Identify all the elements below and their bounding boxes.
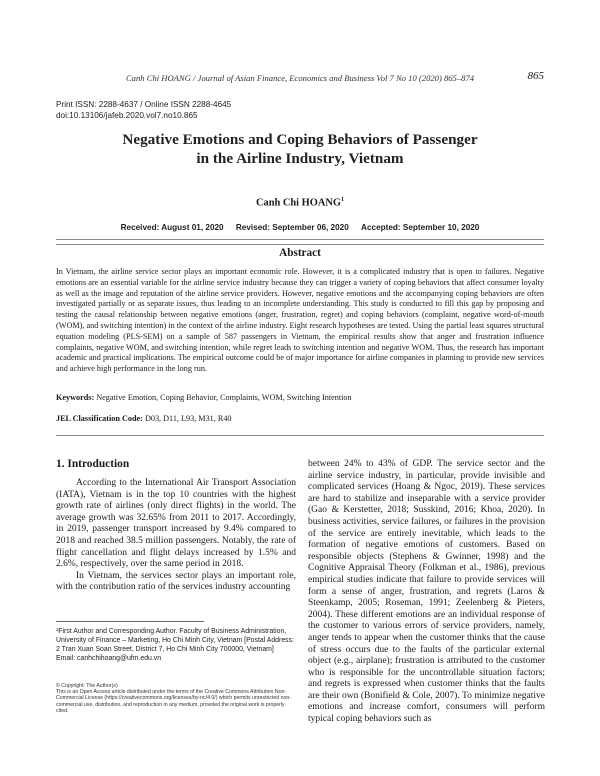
author-text: Canh Chi HOANG bbox=[256, 197, 341, 209]
issn-block bbox=[56, 99, 231, 121]
issn-line: Print ISSN: 2288-4637 / Online ISSN 2288-4645 bbox=[56, 100, 232, 109]
copyright-notice bbox=[56, 683, 296, 714]
footnote-email: Email: canhchihoang@ufm.edu.vn bbox=[56, 654, 162, 662]
article-dates bbox=[0, 223, 600, 232]
footnote-rule bbox=[56, 621, 204, 622]
divider bbox=[56, 244, 544, 245]
page-number: 865 bbox=[527, 70, 544, 82]
accepted-date: Accepted: September 10, 2020 bbox=[361, 223, 480, 232]
divider bbox=[56, 239, 544, 240]
jel-label: JEL Classification Code: bbox=[56, 414, 143, 423]
keywords-value: Negative Emotion, Coping Behavior, Complaints, WOM, Switching Intention bbox=[96, 393, 352, 402]
author-footnote-mark: 1 bbox=[340, 197, 344, 203]
section-heading: 1. Introduction bbox=[56, 458, 130, 470]
copyright-line: © Copyright: The Author(s) bbox=[56, 683, 118, 689]
abstract-heading: Abstract bbox=[279, 247, 321, 259]
left-column bbox=[56, 478, 296, 594]
title-line-2: in the Airline Industry, Vietnam bbox=[196, 150, 404, 167]
license-text: This is an Open Access article distributed under the terms of the Creative Commons Attribution Non-Commercial License (https://creativecommons.org/licenses/by-nc/4.0/) which permits unrestricted non-commercial use, distribution, and reproduction in any medium, provided the original work is properly cited. bbox=[56, 689, 291, 714]
keywords-line bbox=[56, 393, 352, 402]
body-paragraph: between 24% to 43% of GDP. The service sector and the airline service industry, in particular, provide invisible and complicated services (Hoang & Ngoc, 2019). These services are hard to stabilize and inseparable with a service provider (Gao & Kerstetter, 2018; Susskind, 2016; Khoa, 2020). In business activities, service failures, or failures in the provision of the service are entirely inevitable, which leads to the formation of negative emotions of customers. Based on responsible objects (Stephens & Gwinner, 1998) and the Cognitive Appraisal Theory (Folkman et al., 1986), previous empirical studies indicate that failure to provide services will form a sense of anger, frustration, and regrets (Laros & Steenkamp, 2005; Roseman, 1991; Zeelenberg & Pieters, 2004). These different emotions are an individual response of the customer to various errors of service providers, namely, anger tends to appear when the customer thinks that the cause of stress occurs due to the faults of the particular external object (e.g., airplane); frustration is attributed to the customer who is responsible for the uncontrollable situation factors; and regrets is expressed when customer thinks that the faults are their own (Bonifield & Cole, 2007). To minimize negative emotions and increase comfort, consumers will perform typical coping behaviors such as bbox=[308, 459, 545, 725]
title-line-1: Negative Emotions and Coping Behaviors of Passenger bbox=[122, 131, 478, 148]
right-column bbox=[308, 459, 545, 726]
jel-value: D03, D11, L93, M31, R40 bbox=[144, 414, 232, 423]
footnote-text: ¹First Author and Corresponding Author. Faculty of Business Administration, University of Finance – Marketing, Ho Chi Minh City, Vietnam [Postal Address: 2 Tran Xuan Soan Street, District 7, Ho Chi Minh City 700000, Vietnam] bbox=[56, 628, 294, 653]
divider bbox=[56, 435, 544, 436]
abstract-text: In Vietnam, the airline service sector plays an important economic role. However, it is a complicated industry that is open to failures. Negative emotions are an essential variable for the airline service industry because they can trigger a variety of coping behaviors that affect consumer loyalty as well as the image and reputation of the airline service providers. However, negative emotions and the accompanying coping behaviors are often investigated partially or as separate issues, thus leading to an incomplete understanding. This study is conducted to fill this gap by proposing and testing the causal relationship between negative emotions (anger, frustration, regret) and coping behaviors (complaint, negative word-of-mouth (WOM), and switching intention) in the context of the airline industry. Eight research hypotheses are tested. Using the partial least squares structural equation modeling (PLS-SEM) on a sample of 587 passengers in Vietnam, the empirical results show that anger and frustration influence complaints, negative WOM, and switching intention, while regret leads to switching intention and negative WOM. Thus, the research has important academic and practical implications. The empirical outcome could be of major importance for airline companies in planning to provide new services and achieve high performance in the long run. bbox=[56, 267, 544, 374]
body-paragraph: In Vietnam, the services sector plays an important role, with the contribution ratio of the services industry accounting bbox=[56, 570, 296, 593]
doi-line: doi:10.13106/jafeb.2020.vol7.no10.865 bbox=[56, 111, 198, 120]
revised-date: Revised: September 06, 2020 bbox=[235, 223, 349, 232]
jel-line bbox=[56, 414, 232, 423]
paper-title bbox=[40, 130, 560, 168]
author-name bbox=[0, 197, 600, 208]
footnote bbox=[56, 628, 296, 664]
keywords-label: Keywords: bbox=[56, 393, 95, 402]
running-head: Canh Chi HOANG / Journal of Asian Finance, Economics and Business Vol 7 No 10 (2020) 865–874 bbox=[125, 73, 475, 83]
received-date: Received: August 01, 2020 bbox=[120, 223, 224, 232]
body-paragraph: According to the International Air Transport Association (IATA), Vietnam is in the top 10 countries with the highest growth rate of airlines (only direct flights) in the world. The average growth was 32.65% from 2011 to 2017. Accordingly, in 2019, passenger transport increased by 9.4% compared to 2018 and reached 38.5 million passengers. Notably, the rate of flight cancellation and flight delays increased by 1.5% and 2.6%, respectively, over the same period in 2018. bbox=[56, 478, 296, 570]
